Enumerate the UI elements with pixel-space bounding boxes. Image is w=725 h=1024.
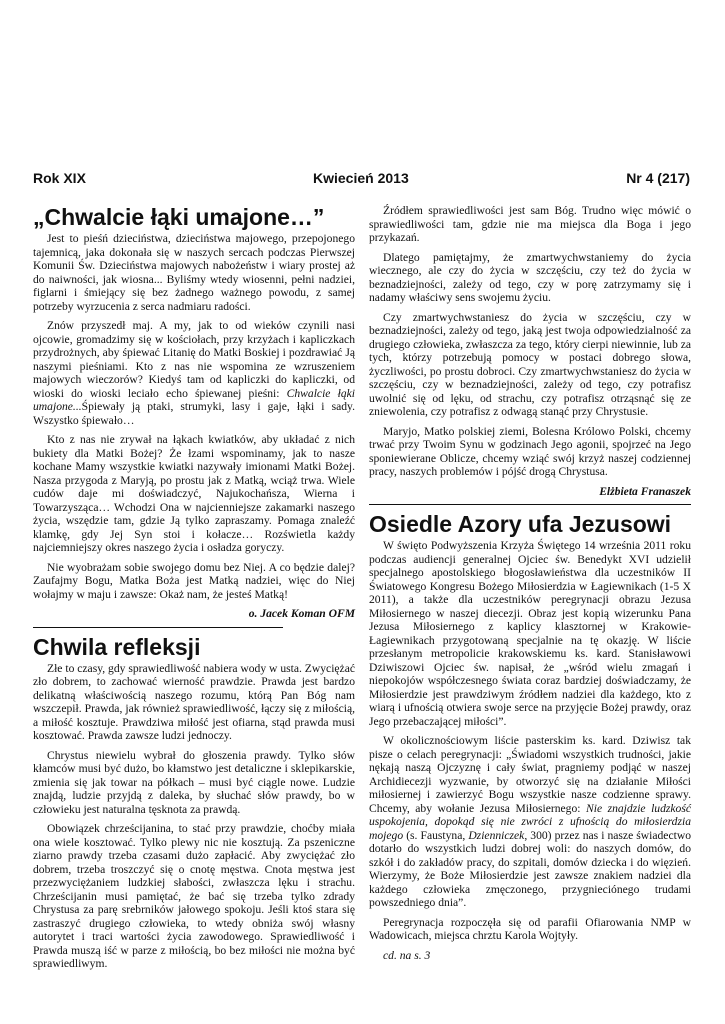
article-title-refleksji: Chwila refleksji xyxy=(33,633,201,660)
song-quote: Chwalcie łąki umajone... xyxy=(33,386,355,413)
paragraph: Maryjo, Matko polskiej ziemi, Bolesna Królowo Polski, chcemy trwać przy Twoim Synu w godzinach Jego agonii, spojrzeć na Jego sponiewierane Oblicze, chcemy wziąć swój krzyż naszej codziennej pracy, naszych problemów i pójść drogą Chrystusa. xyxy=(369,424,691,478)
paragraph: Kto z nas nie zrywał na łąkach kwiatków, aby układać z nich bukiety dla Matki Bożej? Że łzami wspominamy, jak to nasze kochane Mamy wszystkie kwiatki nazywały imionami Matki Bożej. Nasza przygoda z Maryją, po prostu jak z Matką, wciąż trwa. Wiele cudów daje mi doświadczyć, Najukochańsza, Wierna i Towarzysząca… Wchodzi Ona w najcienniejsze zakamarki naszego życia, wszędzie tam, gdzie Ją tylko zapraszamy. Pomaga znaleźć klamkę, gdy Jej Syn stoi i kołacze… Rozświetla każdy najciemniejszy okres naszego życia i osładza goryczy. xyxy=(33,433,355,554)
paragraph: Peregrynacja rozpoczęła się od parafii Ofiarowania NMP w Wadowicach, miejsca chrztu Karola Wojtyły. xyxy=(369,915,691,942)
paragraph: Chrystus niewielu wybrał do głoszenia prawdy. Tylko słów kłamców musi być dużo, bo kłamstwo jest detaliczne i sklepikarskie, zmienia się jak towar na półkach – musi być ciągle nowe. Ludzie znajdą, ludzie przyjdą z daleka, by słuchać słów prawdy, bo w człowieku jest naturalna tęsknota za prawdą. xyxy=(33,748,355,816)
paragraph: Złe to czasy, gdy sprawiedliwość nabiera wody w usta. Zwyciężać zło dobrem, to zachować wierność prawdzie. Prawda jest bardzo delikatną właściwością naszego rozumu, którą Pan Bóg nam wszczepił. Prawda, jak również sprawiedliwość, łączy się z miłością, a miłość kosztuje. Prawdziwa miłość jest ofiarna, stąd prawda musi kosztować. Prawda zawsze ludzi jednoczy. xyxy=(33,661,355,742)
quote: Nie znajdzie ludzkość uspokojenia, dopokąd się nie zwróci z ufnością do miłosierdzia mojego xyxy=(369,801,691,842)
section-divider xyxy=(369,504,691,505)
paragraph: W okolicznościowym liście pasterskim ks. kard. Dziwisz tak pisze o celach peregrynacji: „Świadomi wszystkich trudności, jakie nękają naszą Ojczyznę i cały świat, pragniemy podjąć w naszej Archidiecezji wyzwanie, by otworzyć się na działanie Miłości miłosiernej i zawierzyć Bogu wszystkie nasze codzienne sprawy. Chcemy, aby wołanie Jezusa Miłosiernego: Nie znajdzie ludzkość uspokojenia, dopokąd się nie zwróci z ufnością do miłosierdzia mojego (s. Faustyna, Dzienniczek, 300) przez nas i nasze świadectwo dotarło do wszystkich ludzi dobrej woli: do naszych domów, do szkół i do zakładów pracy, do szpitali, domów dziecka i do więzień. Wierzymy, że Boże Miłosierdzie jest zawsze znakiem nadziei dla każdego człowieka zmęczonego, przygnieciónego trudami powszedniego dnia”. xyxy=(369,734,691,909)
right-column xyxy=(369,204,691,968)
paragraph: W święto Podwyższenia Krzyża Świętego 14 września 2011 roku podczas audiencji generalnej Ojciec św. Benedykt XVI udzielił specjalnego apostolskiego błogosławieństwa dla uczestników II Światowego Kongresu Bożego Miłosierdzia w Łagiewnikach (1-5 X 2011), a także dla uczestników peregrynacji obrazu Jezusa Miłosiernego w naszej diecezji. Obraz jest kopią wizerunku Pana Jezusa Miłosiernego z kaplicy klasztornej w Krakowie-Łagiewnikach przygotowaną specjalnie na tę okazję. W liście przesłanym metropolicie krakowskiemu ks. kard. Stanisławowi Dziwiszowi Ojciec św. napisał, że „wśród wielu zmagań i niepokojów współczesnego świata coraz bardziej doświadczamy, że Miłosierdzie jest prawdziwym źródłem nadziei dla każdego, kto z wiarą i ufnością otwiera swoje serce na przyjęcie Bożej prawdy, oraz Jego przebaczającej miłości”. xyxy=(369,539,691,728)
section-divider xyxy=(33,627,283,628)
paragraph: Obowiązek chrześcijanina, to stać przy prawdzie, choćby miała ona wiele kosztować. Tylko plewy nic nie kosztują. Za pszeniczne ziarno prawdy trzeba czasami dużo zapłacić. Aby zwyciężać zło dobrem, trzeba troszczyć się o cnotę męstwa. Cnota męstwa jest przezwyciężaniem ludzkiej słabości, zwłaszcza lęku i strachu. Chrześcijanin musi pamiętać, że bać się trzeba tylko zdrady Chrystusa za parę srebrników jałowego spokoju. Jeśli ktoś stara się zastraszyć drugiego człowieka, to wtedy obniża swój własny autorytet i traci wartości życia zawodowego. Sprawiedliwość i Prawda muszą iść w parze z miłością, bo bez miłości nie można być sprawiedliwym. xyxy=(33,822,355,970)
paragraph: Znów przyszedł maj. A my, jak to od wieków czynili nasi ojcowie, gromadzimy się w kościołach, przy krzyżach i kapliczkach przydrożnych, aby śpiewać Litanię do Matki Boskiej i pozdrawiać Ją naszymi pieśniami. Kto z nas nie wspomina ze wzruszeniem majowych wieczorów? Kiedyś tam od kapliczki do kapliczki, od wioski do wioski leciało echo śpiewanej pieśni: Chwalcie łąki umajone...Śpiewały ją ptaki, strumyki, lasy i gaje, łąki i sady. Wszystko śpiewało… xyxy=(33,319,355,427)
author-signature: o. Jacek Koman OFM xyxy=(248,607,355,620)
paragraph: Dlatego pamiętajmy, że zmartwychwstaniemy do życia wiecznego, ale czy do życia w szczęściu, czy też do życia w beznadziejności, zależy od tego, czy w porę zatrzymamy się i nadamy właściwy sens swojemu życiu. xyxy=(369,250,691,304)
issue-number: Nr 4 (217) xyxy=(626,170,690,186)
paragraph: Źródłem sprawiedliwości jest sam Bóg. Trudno więc mówić o sprawiedliwości tam, gdzie nie ma miejsca dla Boga i jego przykazań. xyxy=(369,204,691,244)
continued-note: cd. na s. 3 xyxy=(383,948,431,962)
article-title-chwalcie: „Chwalcie łąki umajone…” xyxy=(33,204,325,230)
paragraph: Czy zmartwychwstaniesz do życia w szczęściu, czy w beznadziejności, zależy od tego, jaką jest twoja odpowiedzialność za drugiego człowieka, zwłaszcza za tego, który cierpi niewinnie, lub za tych, którzy potrzebują pomocy w postaci dobrego słowa, życzliwości, po prostu dobroci. Czy zmartwychwstaniesz do życia w szczęściu, czy w beznadziejności, zależy od tego, czy potrafisz uwolnić się od lęku, od strachu, czy potrafisz otrząsnąć się ze zniewolenia, czy potrafisz z odwagą stanąć przy Chrystusie. xyxy=(369,310,691,418)
left-column xyxy=(33,204,355,977)
issue-date: Kwiecień 2013 xyxy=(313,170,409,186)
article-title-azory: Osiedle Azory ufa Jezusowi xyxy=(369,511,672,537)
paragraph: Jest to pieśń dzieciństwa, dzieciństwa majowego, przepojonego tajemnicą, jaka dokonała się w naszych sercach podczas Pierwszej Komunii Św. Dzieciństwa majowych nabożeństw i wiary prostej aż do naiwności, jak wiosna... Byliśmy wtedy wiosenni, pełni nadziei, figlarni i śmiejący się bez żadnego ważnego powodu, z samej potrzeby wyrzucenia z serca nadmiaru radości. xyxy=(33,232,355,313)
author-signature: Elżbieta Franaszek xyxy=(599,484,691,498)
paragraph: Nie wyobrażam sobie swojego domu bez Niej. A co będzie dalej? Zaufajmy Bogu, Matka Boża jest Matką nadziei, więc do Niej wołajmy w maju i zawsze: Okaż nam, że jesteś Matką! xyxy=(33,560,355,601)
issue-year: Rok XIX xyxy=(33,170,86,186)
